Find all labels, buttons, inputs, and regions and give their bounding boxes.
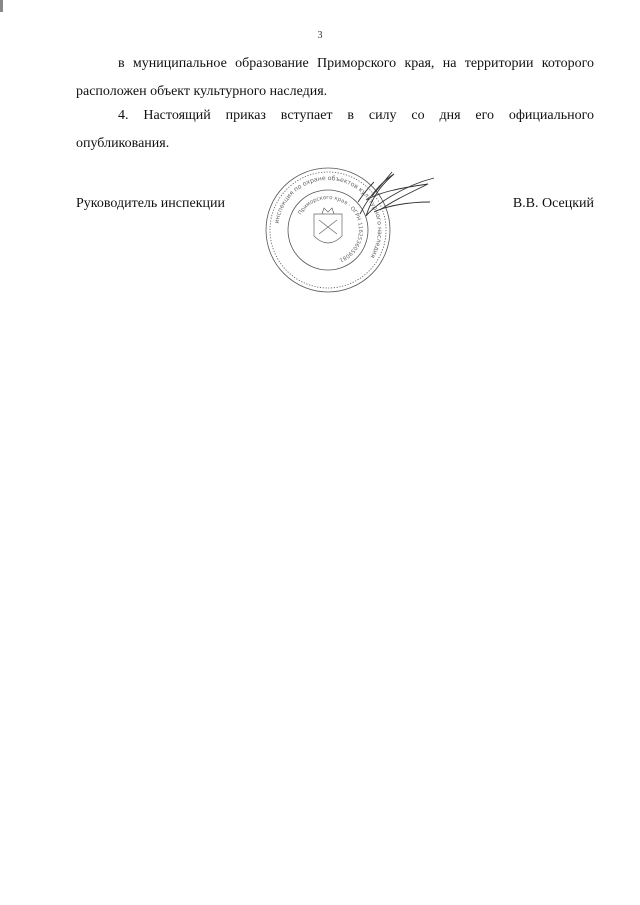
paragraph-continuation <box>76 50 594 106</box>
paragraph-line: 4. Настоящий приказ вступает в силу со дня его официального <box>118 108 594 123</box>
signer-title: Руководитель инспекции <box>76 196 225 211</box>
paragraph-line: опубликования. <box>76 136 170 151</box>
paragraph-line: в муниципальное образование Приморского края, на территории которого <box>118 56 594 71</box>
seal-outer-text: инспекция по охране объектов культурного наследия <box>273 174 384 260</box>
page-number: 3 <box>317 30 323 41</box>
scan-edge-mark <box>0 0 3 12</box>
paragraph-item-4 <box>76 102 594 158</box>
official-seal-stamp <box>262 166 442 296</box>
paragraph-line: расположен объект культурного наследия. <box>76 84 328 99</box>
seal-inner-text: Приморского края · ОГРН 1162536059081 <box>297 194 364 263</box>
seal-rings <box>266 168 390 292</box>
coat-of-arms-icon <box>314 208 342 243</box>
signer-name: В.В. Осецкий <box>512 196 594 211</box>
